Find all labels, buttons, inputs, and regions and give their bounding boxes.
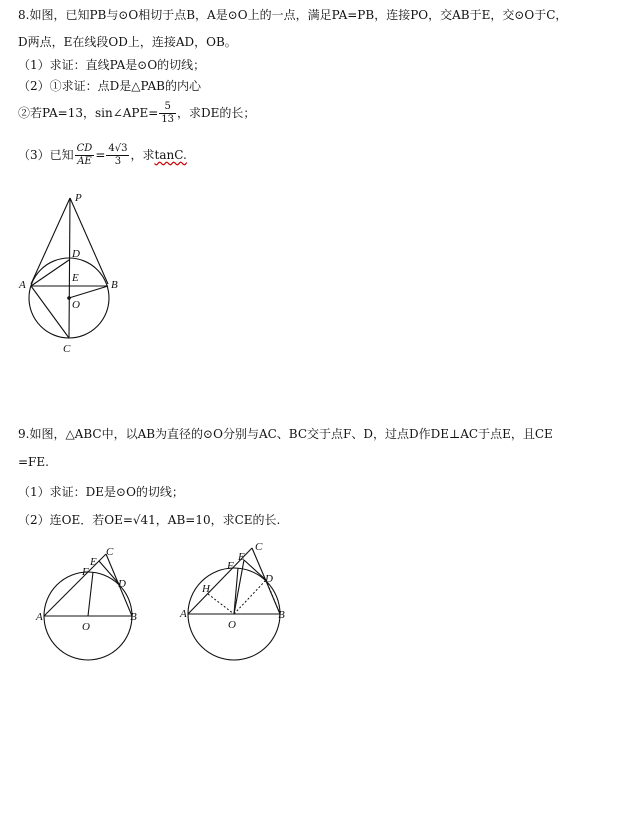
p9-figure-2 xyxy=(176,538,296,662)
p9f1-label-f: F xyxy=(82,566,89,578)
p9f2-label-d: D xyxy=(265,573,273,585)
p9-statement-line2: =FE. xyxy=(18,455,49,469)
p9f1-label-c: C xyxy=(106,546,114,558)
p9f1-segment-de xyxy=(99,561,120,585)
p8-statement-line1: 8.如图，已知PB与⊙O相切于点B，A是⊙O上的一点，满足PA=PB，连接PO，交AB于E，交⊙O于C， xyxy=(18,8,568,22)
p9f1-label-e: E xyxy=(90,556,97,568)
p8-label-c: C xyxy=(63,343,71,355)
p8-tangent-pa xyxy=(31,198,70,284)
p9f2-label-c: C xyxy=(255,541,263,553)
p8-ratio-denominator: AE xyxy=(77,156,92,167)
p9f1-label-o: O xyxy=(82,621,90,633)
p9f2-label-h: H xyxy=(202,583,210,595)
p8-ratio-numerator: CD xyxy=(76,143,93,154)
p8-part2b-suffix: ，求DE的长； xyxy=(177,106,256,120)
p9f2-label-a: A xyxy=(180,608,187,620)
p9f1-label-d: D xyxy=(118,578,126,590)
p8-value-fraction xyxy=(106,143,129,168)
p8-line-pc xyxy=(69,198,70,338)
p9-part1: （1）求证：DE是⊙O的切线； xyxy=(18,485,184,499)
p9-part2: （2）连OE．若OE=√41，AB=10，求CE的长. xyxy=(18,513,281,527)
p8-label-a: A xyxy=(19,279,26,291)
p8-label-o: O xyxy=(72,299,80,311)
p9f2-label-o: O xyxy=(228,619,236,631)
p8-tan-c: tanC. xyxy=(154,148,187,162)
p8-value-numerator: 4√3 xyxy=(108,143,128,154)
p9f1-label-b: B xyxy=(130,611,137,623)
p8-part3-mid: ，求 xyxy=(130,148,155,162)
p8-label-p: P xyxy=(75,192,82,204)
p9f2-label-f: F xyxy=(227,560,234,572)
p9f2-segment-of xyxy=(234,568,238,614)
p8-segment-ad xyxy=(31,260,69,286)
p8-label-b: B xyxy=(111,279,118,291)
p8-statement-line2: D两点，E在线段OD上，连接AD，OB。 xyxy=(18,35,237,49)
p8-segment-ac xyxy=(31,286,69,338)
p8-segment-ob xyxy=(69,286,108,298)
p9f1-segment-of xyxy=(88,572,93,616)
p9f2-label-e: E xyxy=(238,551,245,563)
p8-part2: （2）①求证：点D是△PAB的内心 xyxy=(18,79,201,93)
p8-part3-prefix: （3）已知 xyxy=(18,148,74,162)
p8-part1: （1）求证：直线PA是⊙O的切线； xyxy=(18,58,206,72)
p8-part3-eq: = xyxy=(95,148,106,162)
p9f1-label-a: A xyxy=(36,611,43,623)
p8-sin-denominator: 13 xyxy=(161,114,175,125)
p8-label-e: E xyxy=(72,272,79,284)
p8-ratio-fraction xyxy=(75,143,95,168)
p8-part2b xyxy=(18,101,255,126)
p8-part3 xyxy=(18,143,187,168)
p8-part2b-prefix: ②若PA=13，sin∠APE= xyxy=(18,106,159,120)
p9f2-dotted-oh xyxy=(208,594,234,614)
p8-value-denominator: 3 xyxy=(114,156,122,167)
p9-statement-line1: 9.如图，△ABC中，以AB为直径的⊙O分别与AC、BC交于点F、D，过点D作DE⊥AC于点E，且CE xyxy=(18,427,553,441)
p9f2-label-b: B xyxy=(278,609,285,621)
p8-sin-numerator: 5 xyxy=(159,101,176,114)
p8-sin-fraction xyxy=(159,101,176,126)
p8-center-dot xyxy=(67,296,71,300)
p9-figure-1 xyxy=(34,542,146,664)
p8-geometry-figure xyxy=(14,190,124,360)
p8-label-d: D xyxy=(72,248,80,260)
